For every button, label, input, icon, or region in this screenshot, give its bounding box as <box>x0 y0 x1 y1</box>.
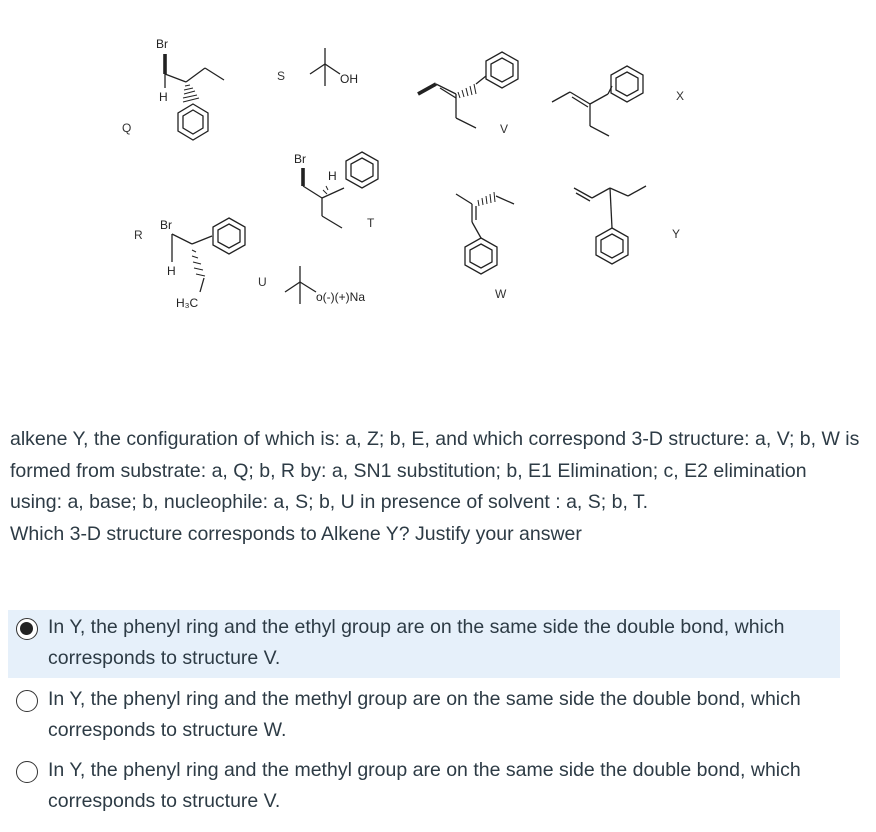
answer-option-2[interactable] <box>8 682 840 748</box>
atom-h3c-r: H₃C <box>176 296 199 310</box>
radio-button-2[interactable] <box>16 690 38 712</box>
question-paragraph: alkene Y, the configuration of which is: a, Z; b, E, and which correspond 3-D structure: a, V; b, W is formed from substrate: a, Q; b, R by: a, SN1 substitution; b, E1 Elimination; c, E2 elimination using: a, base; b, nucleophile: a, S; b, U in presence of solvent : a, S; b, T. <box>10 428 860 513</box>
atom-br-t: Br <box>294 152 306 166</box>
atom-ona: o(-)(+)Na <box>316 290 366 304</box>
label-v: V <box>500 122 509 136</box>
chemistry-structures-figure <box>0 0 876 320</box>
answer-option-3[interactable] <box>8 753 840 819</box>
label-t: T <box>367 216 375 230</box>
atom-h-r: H <box>167 264 176 278</box>
label-y: Y <box>672 227 681 241</box>
label-u: U <box>258 275 267 289</box>
atom-oh: OH <box>340 72 358 86</box>
atom-br-q: Br <box>156 37 168 51</box>
question-text <box>10 424 860 550</box>
answer-text-2: In Y, the phenyl ring and the methyl group are on the same side the double bond, which corresponds to structure W. <box>48 688 801 741</box>
structure-w <box>456 192 514 301</box>
label-x: X <box>676 89 685 103</box>
structure-q <box>122 37 224 140</box>
structure-r <box>134 218 245 310</box>
structure-y <box>574 186 680 264</box>
answer-text-1: In Y, the phenyl ring and the ethyl group are on the same side the double bond, which corresponds to structure V. <box>48 616 785 669</box>
radio-button-1[interactable] <box>16 618 38 640</box>
label-w: W <box>495 287 507 301</box>
answer-option-1[interactable] <box>8 610 840 678</box>
structure-s <box>277 48 358 86</box>
structure-t <box>294 152 378 230</box>
structure-x <box>552 66 684 136</box>
answer-text-3: In Y, the phenyl ring and the methyl group are on the same side the double bond, which corresponds to structure V. <box>48 759 801 812</box>
structure-u <box>258 266 365 304</box>
radio-button-3[interactable] <box>16 761 38 783</box>
atom-h-q: H <box>159 90 168 104</box>
label-q: Q <box>122 121 132 135</box>
label-s: S <box>277 69 286 83</box>
question-prompt: Which 3-D structure corresponds to Alkene Y? Justify your answer <box>10 522 582 545</box>
atom-br-r: Br <box>160 218 172 232</box>
atom-h-t: H <box>328 169 337 183</box>
label-r: R <box>134 228 143 242</box>
structure-v <box>418 52 518 136</box>
